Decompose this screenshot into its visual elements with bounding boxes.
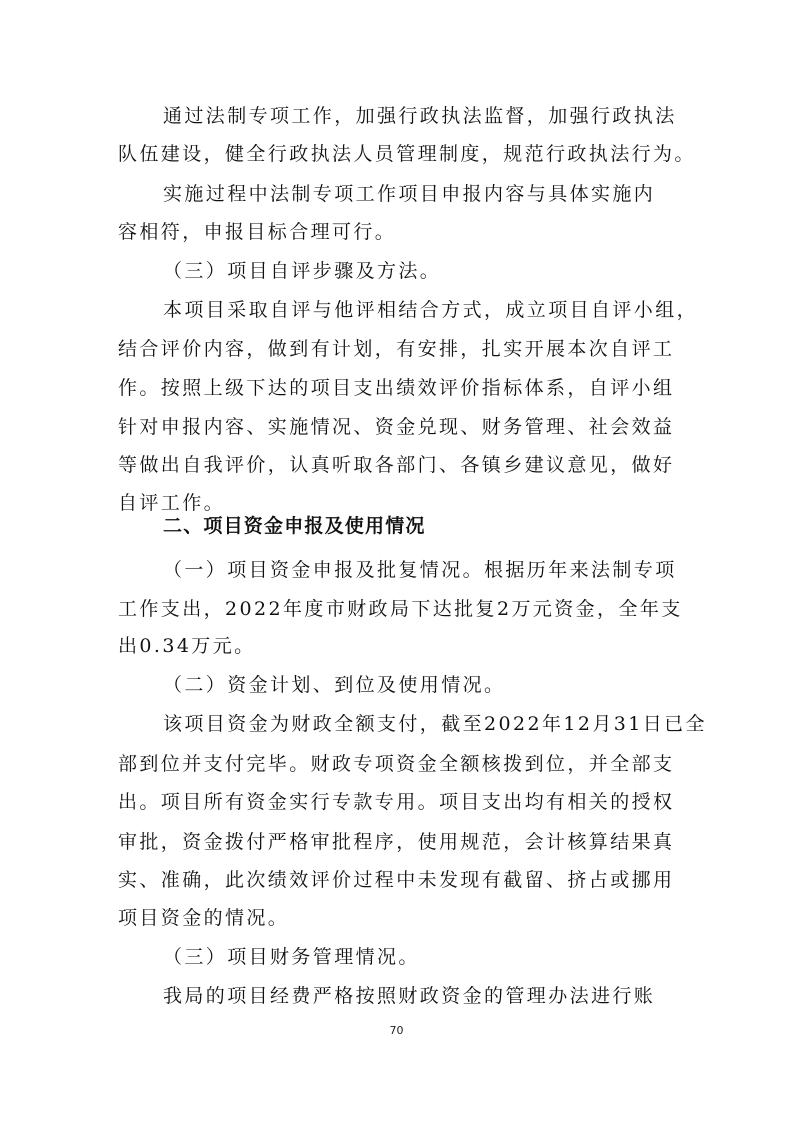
subsection-heading: （三）项目财务管理情况。	[163, 946, 420, 968]
body-line: 通过法制专项工作，加强行政执法监督，加强行政执法	[163, 105, 677, 127]
body-line: 我局的项目经费严格按照财政资金的管理办法进行账	[163, 985, 656, 1007]
body-line: 该项目资金为财政全额支付，截至2022年12月31日已全	[163, 713, 707, 735]
subsection-heading: （二）资金计划、到位及使用情况。	[163, 674, 506, 696]
section-heading: 二、项目资金申报及使用情况	[163, 515, 426, 537]
page-number: 70	[389, 1024, 404, 1037]
body-line: 出。项目所有资金实行专款专用。项目支出均有相关的授权	[118, 791, 675, 813]
subsection-heading: （一）项目资金申报及批复情况。根据历年来法制专项	[163, 559, 677, 581]
body-line: 等做出自我评价，认真听取各部门、各镇乡建议意见，做好	[118, 454, 675, 476]
body-line: 实、准确，此次绩效评价过程中未发现有截留、挤占或挪用	[118, 869, 675, 891]
body-line: 结合评价内容，做到有计划，有安排，扎实开展本次自评工	[118, 338, 675, 360]
body-line: 容相符，申报目标合理可行。	[118, 221, 397, 243]
body-line: 针对申报内容、实施情况、资金兑现、财务管理、社会效益	[118, 416, 675, 438]
body-line: 工作支出，2022年度市财政局下达批复2万元资金，全年支	[118, 598, 683, 620]
body-line: 本项目采取自评与他评相结合方式，成立项目自评小组，	[163, 299, 699, 321]
body-line: 作。按照上级下达的项目支出绩效评价指标体系，自评小组	[118, 377, 675, 399]
body-line: 部到位并支付完毕。财政专项资金全额核拨到位，并全部支	[118, 753, 675, 775]
body-line: 实施过程中法制专项工作项目申报内容与具体实施内	[163, 183, 656, 205]
body-line: 审批，资金拨付严格审批程序，使用规范，会计核算结果真	[118, 831, 675, 853]
body-line: 队伍建设，健全行政执法人员管理制度，规范行政执法行为。	[118, 143, 696, 165]
body-line: 出0.34万元。	[118, 635, 256, 657]
body-line: 项目资金的情况。	[118, 907, 290, 929]
body-line: 自评工作。	[118, 492, 226, 514]
subsection-heading: （三）项目自评步骤及方法。	[163, 260, 442, 282]
